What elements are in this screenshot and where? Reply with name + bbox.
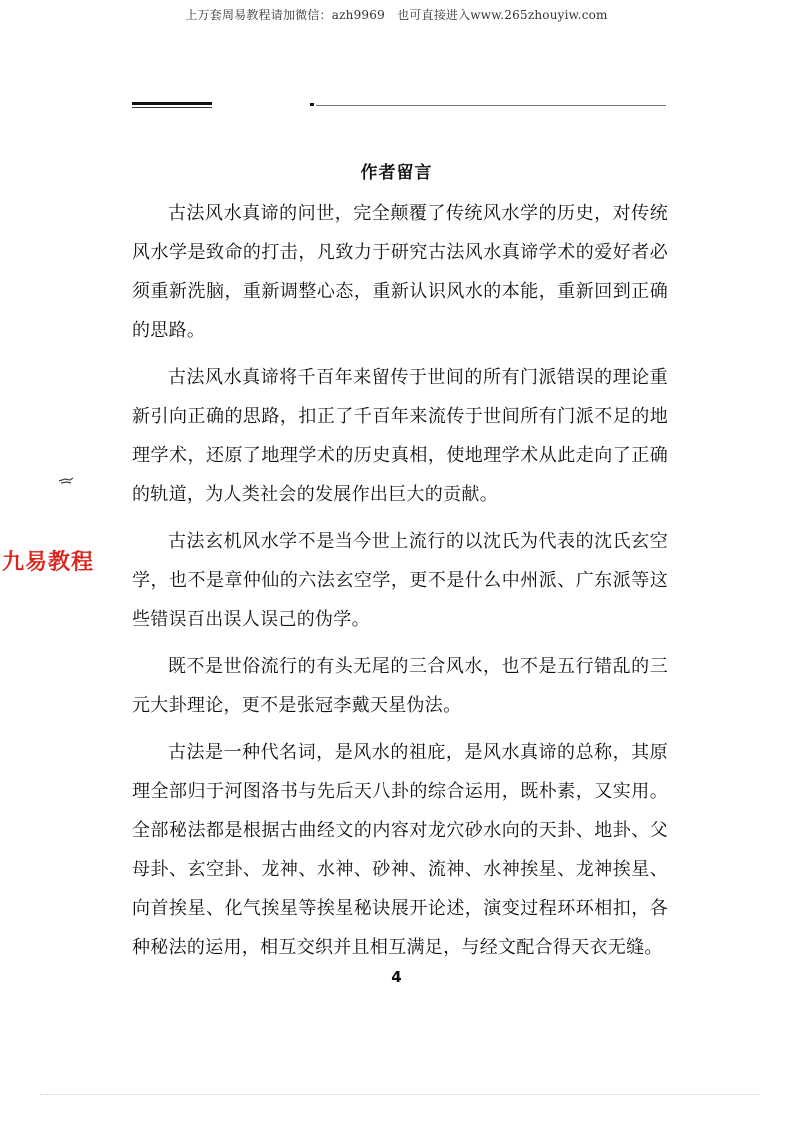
header-rule-thick (132, 102, 212, 105)
body-text (132, 194, 668, 975)
watermark-label: 九易教程 (2, 550, 95, 575)
header-rule-dot (310, 103, 314, 106)
scan-speck-icon (58, 476, 74, 486)
paragraph-4: 既不是世俗流行的有头无尾的三合风水，也不是五行错乱的三元大卦理论，更不是张冠李戴天星伪法。 (132, 656, 668, 716)
header-rule-thin (316, 105, 666, 106)
header-rule-double (132, 107, 212, 108)
page-number: 4 (391, 968, 402, 986)
paragraph-1: 古法风水真谛的问世，完全颠覆了传统风水学的历史，对传统风水学是致命的打击，凡致力于研究古法风水真谛学术的爱好者必须重新洗脑，重新调整心态，重新认识风水的本能，重新回到正确的思路。 (132, 203, 668, 341)
page-title: 作者留言 (360, 163, 433, 183)
top-banner: 上万套周易教程请加微信：azh9969 也可直接进入www.265zhouyiw.com (185, 8, 608, 22)
paragraph-2: 古法风水真谛将千百年来留传于世间的所有门派错误的理论重新引向正确的思路，扣正了千百年来流传于世间所有门派不足的地理学术，还原了地理学术的历史真相，使地理学术从此走向了正确的轨道，为人类社会的发展作出巨大的贡献。 (132, 367, 668, 505)
paragraph-5: 古法是一种代名词，是风水的祖庇，是风水真谛的总称，其原理全部归于河图洛书与先后天八卦的综合运用，既朴素，又实用。全部秘法都是根据古曲经文的内容对龙穴砂水向的天卦、地卦、父母卦、玄空卦、龙神、水神、砂神、流神、水神挨星、龙神挨星、向首挨星、化气挨星等挨星秘诀展开论述，演变过程环环相扣，各种秘法的运用，相互交织并且相互满足，与经文配合得天衣无缝。 (132, 742, 668, 958)
paragraph-3: 古法玄机风水学不是当今世上流行的以沈氏为代表的沈氏玄空学，也不是章仲仙的六法玄空学，更不是什么中州派、广东派等这些错误百出误人误己的伪学。 (132, 531, 668, 630)
bottom-scan-edge (40, 1094, 760, 1096)
